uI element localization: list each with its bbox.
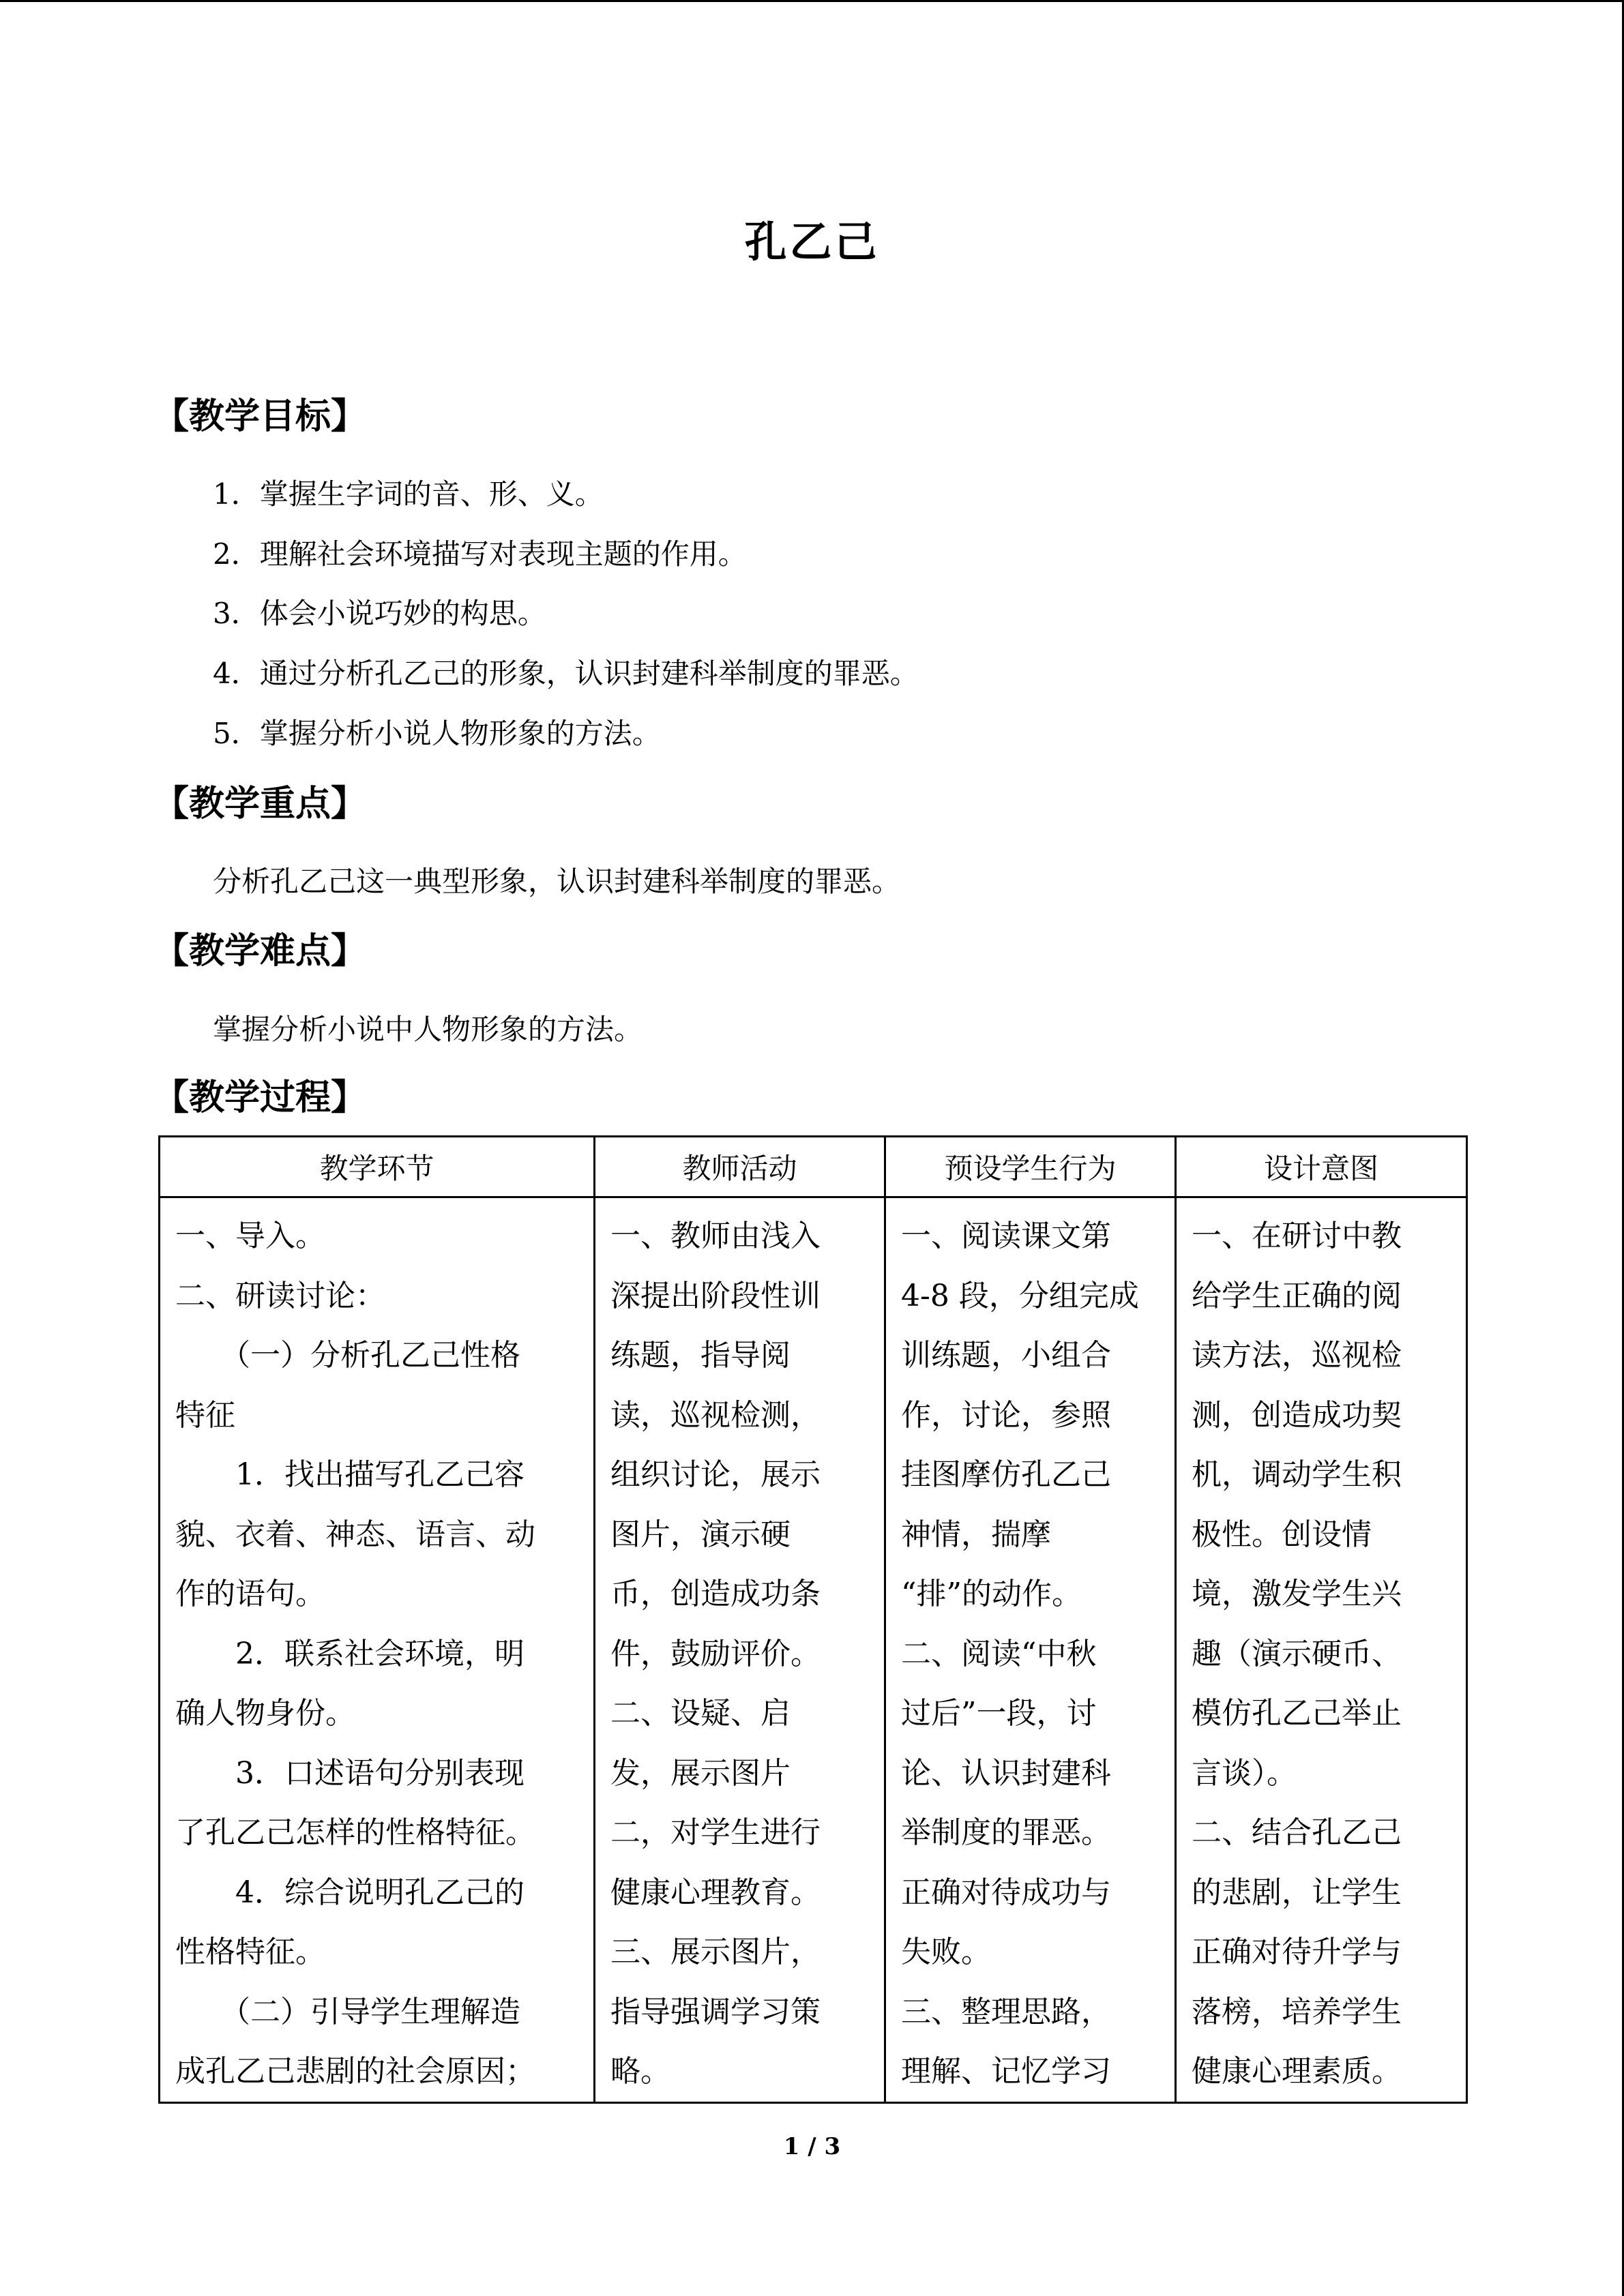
heading-difficulties: 【教学难点】: [153, 931, 367, 972]
objective-item-1: 1．掌握生字词的音、形、义。: [213, 477, 604, 511]
cell-line: 的悲剧，让学生: [1192, 1875, 1402, 1910]
heading-objectives: 【教学目标】: [153, 396, 367, 437]
cell-line: 挂图摩仿孔乙己: [901, 1457, 1111, 1492]
difficulties-text: 掌握分析小说中人物形象的方法。: [213, 1013, 643, 1046]
cell-line: 指导强调学习策: [610, 1994, 821, 2029]
table-row: [160, 1197, 1467, 2103]
cell-line: 举制度的罪恶。: [901, 1815, 1111, 1850]
cell-line: 2．联系社会环境，明: [175, 1636, 525, 1671]
cell-line: 件，鼓励评价。: [610, 1636, 821, 1671]
cell-line: 言谈）。: [1192, 1755, 1297, 1791]
cell-line: 确人物身份。: [175, 1696, 355, 1731]
cell-line: 三、整理思路，: [901, 1994, 1111, 2029]
cell-line: 测，创造成功契: [1192, 1397, 1402, 1433]
cell-line: 健康心理教育。: [610, 1875, 821, 1910]
cell-line: 二、结合孔乙己: [1192, 1815, 1402, 1850]
column-header-design-intent: 设计意图: [1176, 1137, 1467, 1197]
cell-line: （一）分析孔乙己性格: [175, 1338, 520, 1373]
cell-line: 成孔乙己悲剧的社会原因；: [175, 2054, 535, 2089]
cell-line: 作的语句。: [175, 1577, 325, 1611]
cell-line: “排”的动作。: [901, 1577, 1082, 1611]
cell-line: 健康心理素质。: [1192, 2054, 1402, 2089]
cell-line: 练题，指导阅: [610, 1338, 791, 1373]
cell-line: 理解、记忆学习: [901, 2054, 1111, 2089]
cell-line: 模仿孔乙己举止: [1192, 1696, 1402, 1731]
cell-line: 4-8 段，分组完成: [901, 1278, 1139, 1313]
cell-line: 落榜，培养学生: [1192, 1994, 1402, 2029]
cell-design-intent: [1176, 1197, 1467, 2103]
heading-key-points: 【教学重点】: [153, 784, 367, 824]
cell-line: 二、设疑、启: [610, 1696, 791, 1731]
cell-line: 发，展示图片: [610, 1755, 791, 1791]
process-table: [158, 1135, 1468, 2104]
cell-line: 读方法，巡视检: [1192, 1338, 1402, 1373]
cell-line: 二、阅读“中秋: [901, 1636, 1097, 1671]
cell-line: 正确对待成功与: [901, 1875, 1111, 1910]
cell-line: 二，对学生进行: [610, 1815, 821, 1850]
cell-line: 机，调动学生积: [1192, 1457, 1402, 1492]
cell-line: 神情，揣摩: [901, 1517, 1051, 1552]
objective-item-2: 2．理解社会环境描写对表现主题的作用。: [213, 537, 747, 571]
objective-item-5: 5．掌握分析小说人物形象的方法。: [213, 717, 661, 750]
cell-line: 图片，演示硬: [610, 1517, 791, 1552]
cell-line: 4．综合说明孔乙己的: [175, 1875, 525, 1910]
cell-line: 正确对待升学与: [1192, 1935, 1402, 1969]
cell-teacher-activity: [595, 1197, 885, 2103]
cell-line: 过后”一段，讨: [901, 1696, 1097, 1731]
key-points-text: 分析孔乙己这一典型形象，认识封建科举制度的罪恶。: [213, 865, 901, 898]
cell-line: 组织讨论，展示: [610, 1457, 821, 1492]
cell-line: 境，激发学生兴: [1192, 1577, 1402, 1611]
cell-line: 极性。创设情: [1192, 1517, 1372, 1552]
cell-stage: [160, 1197, 595, 2103]
cell-line: 一、导入。: [175, 1219, 325, 1253]
cell-line: 略。: [610, 2054, 670, 2089]
objective-item-4: 4．通过分析孔乙己的形象，认识封建科举制度的罪恶。: [213, 657, 919, 690]
cell-line: 3．口述语句分别表现: [175, 1755, 525, 1791]
cell-line: 读，巡视检测，: [610, 1397, 821, 1433]
cell-line: 深提出阶段性训: [610, 1278, 821, 1313]
cell-line: 貌、衣着、神态、语言、动: [175, 1517, 535, 1552]
cell-line: （二）引导学生理解造: [175, 1994, 520, 2029]
heading-process: 【教学过程】: [153, 1077, 367, 1118]
cell-line: 一、在研讨中教: [1192, 1219, 1402, 1253]
cell-student-behavior: [885, 1197, 1176, 2103]
page-border-top: [0, 0, 1624, 2]
document-title: 孔乙己: [744, 217, 880, 267]
cell-line: 了孔乙己怎样的性格特征。: [175, 1815, 535, 1850]
column-header-stage: 教学环节: [160, 1137, 595, 1197]
cell-line: 论、认识封建科: [901, 1755, 1111, 1791]
cell-line: 二、研读讨论：: [175, 1278, 385, 1313]
cell-line: 作，讨论，参照: [901, 1397, 1111, 1433]
page-number: 1 / 3: [783, 2133, 841, 2160]
column-header-student-behavior: 预设学生行为: [885, 1137, 1176, 1197]
cell-line: 性格特征。: [175, 1935, 325, 1969]
column-header-teacher-activity: 教师活动: [595, 1137, 885, 1197]
cell-line: 一、阅读课文第: [901, 1219, 1111, 1253]
cell-line: 1．找出描写孔乙己容: [175, 1457, 525, 1492]
cell-line: 失败。: [901, 1935, 991, 1969]
cell-line: 币，创造成功条: [610, 1577, 821, 1611]
cell-line: 训练题，小组合: [901, 1338, 1111, 1373]
cell-line: 特征: [175, 1397, 235, 1433]
objective-item-3: 3．体会小说巧妙的构思。: [213, 597, 546, 630]
cell-line: 一、教师由浅入: [610, 1219, 821, 1253]
cell-line: 给学生正确的阅: [1192, 1278, 1402, 1313]
cell-line: 三、展示图片，: [610, 1935, 821, 1969]
table-header-row: [160, 1137, 1467, 1197]
cell-line: 趣（演示硬币、: [1192, 1636, 1402, 1671]
